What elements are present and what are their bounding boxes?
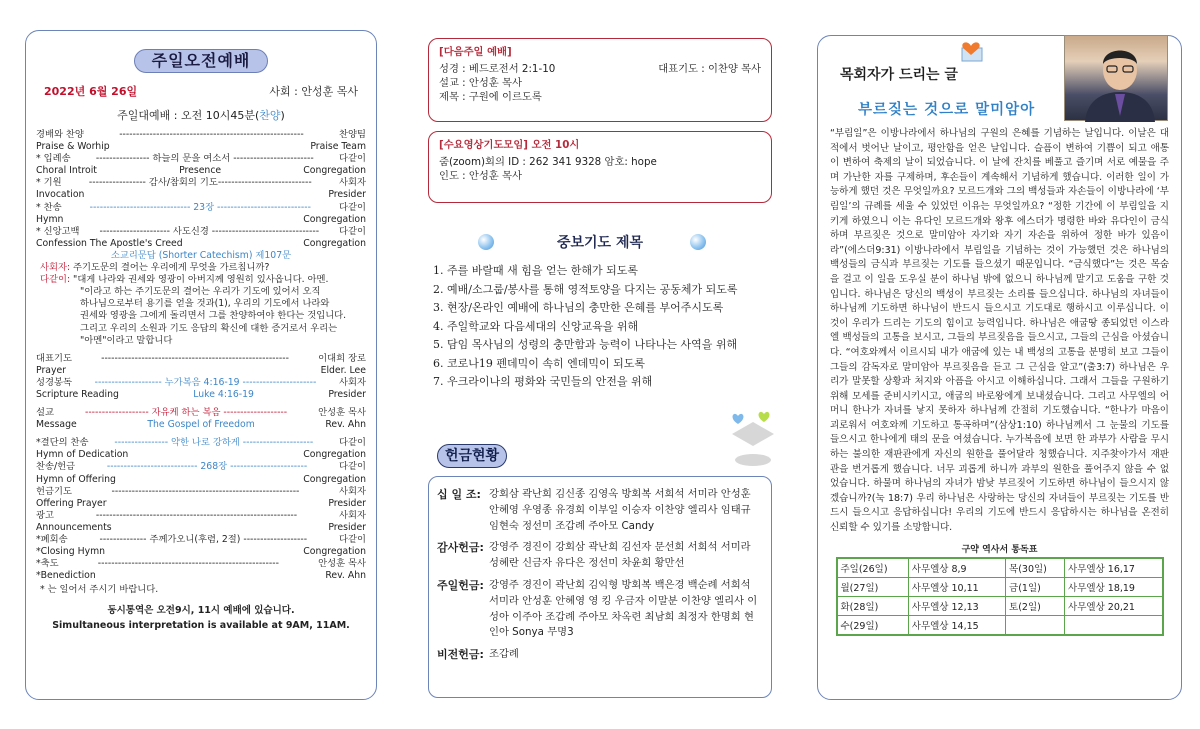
- order-item-left: * 기원: [36, 177, 62, 189]
- wednesday-zoom: 줌(zoom)회의 ID : 262 341 9328 암호: hope: [439, 156, 657, 168]
- order-item-right: 다같이: [339, 225, 366, 237]
- q-label: 사회자:: [40, 262, 71, 274]
- schedule-cell: 금(1일): [1006, 577, 1065, 596]
- order-item: [36, 437, 366, 449]
- catechism-answer: [36, 274, 366, 286]
- order-item: [36, 498, 366, 510]
- a-label: 다같이:: [40, 274, 71, 286]
- order-item: [36, 365, 366, 377]
- next-week-prayer: 대표기도 : 이찬양 목사: [658, 63, 761, 75]
- offering-names: 강회삼 곽난희 김신종 김영옥 방회복 서희석 서미라 안성훈 안혜영 우영종 유경희 이부일 이승자 이찬양 엘리사 임태규 임현숙 정선미 조갑례 주아모 Candy: [489, 488, 751, 532]
- order-item-right: Congregation: [303, 449, 366, 461]
- order-item-left: 헌금기도: [36, 485, 72, 497]
- order-item-middle: Presence: [179, 165, 222, 177]
- wednesday-leader: 인도 : 안성훈 목사: [439, 170, 522, 182]
- order-item-middle: [63, 214, 303, 226]
- order-item: [36, 377, 366, 389]
- order-item: [36, 570, 366, 582]
- order-item-left: Announcements: [36, 521, 112, 533]
- order-item-right: 사회자: [339, 177, 366, 189]
- order-of-service-part3: [36, 437, 366, 582]
- wednesday-title: [수요영상기도모임] 오전 10시: [439, 139, 580, 151]
- pastor-photo: [1064, 35, 1168, 121]
- order-item: [36, 177, 366, 189]
- order-item-left: * 신앙고백: [36, 225, 80, 237]
- offering-row: [437, 540, 763, 572]
- order-item-right: 안성훈 목사: [318, 558, 366, 570]
- order-item-middle: -------------- 주께가오니(후렴, 2절) -------------------: [99, 534, 308, 545]
- schedule-row: [837, 558, 1163, 578]
- prayer-title: 중보기도 제목: [556, 235, 644, 251]
- offering-row: [437, 647, 763, 663]
- order-item-left: Confession The Apostle's Creed: [36, 237, 183, 249]
- a-text: "대게 나라와 권세와 영광이 아버지께 영원히 있사옵니다. 아멘.: [73, 274, 329, 286]
- order-item: [36, 165, 366, 177]
- order-item-middle: [96, 570, 326, 582]
- order-item-left: Hymn of Offering: [36, 473, 116, 485]
- order-item-middle: [84, 189, 328, 201]
- order-item-right: Rev. Ahn: [325, 570, 366, 582]
- order-item: [36, 129, 366, 141]
- order-item-middle: -------------------- 누가복음 4:16-19 ----------------------: [94, 376, 317, 388]
- order-item-right: 안성훈 목사: [318, 407, 366, 419]
- offering-label: 주일헌금:: [437, 578, 484, 592]
- order-item-right: Presider: [328, 497, 366, 509]
- order-item-left: *결단의 찬송: [36, 437, 89, 449]
- order-of-service-part1: [36, 129, 366, 250]
- schedule-cell: [1065, 615, 1163, 635]
- schedule-row: [837, 596, 1163, 615]
- order-item-right: Congregation: [303, 213, 366, 225]
- offering-row: [437, 487, 763, 534]
- offering-names: 강영주 경진이 곽난희 김익형 방회복 백은경 백순례 서희석 서미라 안성훈 안혜영 영 킹 우금자 이말분 이찬양 엘리사 이성아 이주아 조갑례 주아모 차옥련 최남희 최정자 한명희 현인아 Sonya 무명3: [489, 578, 758, 639]
- order-item-left: * 찬송: [36, 201, 62, 213]
- pastor-letter-subtitle: 부르짖는 것으로 말미암아: [858, 102, 1036, 118]
- answer-line: 권세와 영광을 그에게 돌리면서 그를 찬양하여야 한다는 것입니다.: [80, 310, 347, 322]
- order-item-right: 찬양팀: [339, 129, 366, 140]
- order-item-left: Praise & Worhip: [36, 141, 110, 153]
- order-item-right: Congregation: [303, 165, 366, 177]
- schedule-cell: 월(27일): [837, 577, 909, 596]
- schedule-cell: 화(28일): [837, 596, 909, 615]
- order-item-middle: --------------------------------------------------------: [101, 352, 289, 364]
- order-item-left: *폐회송: [36, 534, 68, 545]
- order-item-right: Presider: [328, 189, 366, 201]
- order-item-right: 사회자: [339, 509, 366, 521]
- answer-line: "아멘"이라고 말합니다: [80, 334, 173, 346]
- prayer-item: 6. 코로나19 펜데믹이 속히 엔데믹이 되도록: [433, 356, 645, 370]
- answer-line: 그리고 우리의 소원과 기도 응답의 확신에 대한 증거로서 우리는: [80, 322, 338, 334]
- interpretation-note-en: Simultaneous interpretation is available at 9AM, 11AM.: [52, 620, 350, 632]
- order-item: [36, 522, 366, 534]
- prayer-item: 5. 담임 목사님의 성령의 충만함과 능력이 나타나는 사역을 위해: [433, 338, 738, 351]
- order-item-right: 다같이: [339, 461, 366, 473]
- offering-label: 비전헌금:: [437, 648, 484, 662]
- answer-line: 하나님으로부터 용기를 얻을 것과(1), 우리의 기도에서 나라와: [80, 298, 330, 310]
- order-item-middle: ---------------- 약한 나로 강하게 ---------------------: [114, 437, 314, 449]
- order-item: [36, 461, 366, 473]
- order-item-middle: [128, 449, 303, 461]
- order-item: [36, 202, 366, 214]
- order-item-left: *축도: [36, 558, 59, 570]
- service-time: [36, 107, 366, 123]
- order-item-left: *Benediction: [36, 570, 96, 582]
- order-item: [36, 189, 366, 201]
- service-order-panel: [25, 30, 377, 700]
- next-week-box: [428, 38, 772, 122]
- order-item-middle: ------------------- 자유케 하는 복음 -------------------: [84, 407, 288, 419]
- order-item-middle: [66, 365, 321, 377]
- next-week-topic: 제목 : 구원에 이르도록: [439, 91, 542, 103]
- order-item-left: Choral Introit: [36, 165, 97, 177]
- order-item-left: Offering Prayer: [36, 497, 107, 509]
- order-item-right: Congregation: [303, 473, 366, 485]
- order-item-middle: [107, 498, 329, 510]
- order-item-middle: The Gospel of Freedom: [147, 419, 255, 431]
- order-item: [36, 510, 366, 522]
- order-item-right: 사회자: [339, 376, 366, 388]
- order-item-right: Rev. Ahn: [325, 419, 366, 431]
- order-item-middle: [112, 522, 329, 534]
- prayer-item: 7. 우크라이나의 평화와 국민들의 안전을 위해: [433, 375, 653, 388]
- schedule-cell: 토(2일): [1006, 596, 1065, 615]
- order-item-right: 다같이: [339, 437, 366, 449]
- schedule-cell: 사무엘상 16,17: [1065, 558, 1163, 578]
- offering-names: 강영주 경진이 강회삼 곽난희 김선자 문선희 서희석 서미라 성혜란 신금자 유다은 정선미 차윤희 황만선: [489, 541, 751, 570]
- order-item-middle: ---------------- 하늘의 문을 여소서 ------------------------: [95, 153, 314, 165]
- schedule-cell: 사무엘상 10,11: [908, 577, 1005, 596]
- pastor-letter-heading: 목회자가 드리는 글: [840, 67, 958, 83]
- order-item-left: 경배와 찬양: [36, 129, 84, 140]
- order-item-left: * 입례송: [36, 153, 71, 165]
- answer-line: "이라고 하는 주기도문의 결어는 우리가 기도에 있어서 오직: [80, 286, 321, 298]
- order-item-right: Congregation: [303, 546, 366, 558]
- schedule-cell: 사무엘상 8,9: [908, 558, 1005, 578]
- wednesday-prayer-box: [428, 131, 772, 203]
- next-week-title: [다음주일 예배]: [439, 46, 512, 58]
- interpretation-note-ko: 동시통역은 오전9시, 11시 예배에 있습니다.: [107, 605, 295, 617]
- order-item: [36, 558, 366, 570]
- bubble-icon-right: [690, 234, 706, 250]
- order-item-middle: [110, 141, 311, 153]
- order-item-right: Presider: [328, 388, 366, 400]
- order-item: [36, 141, 366, 153]
- offering-row: [437, 578, 763, 641]
- next-week-row1: [439, 62, 761, 76]
- schedule-cell: 수(29일): [837, 615, 909, 635]
- service-header: [36, 83, 366, 99]
- schedule-cell: 사무엘상 12,13: [908, 596, 1005, 615]
- schedule-cell: [1006, 615, 1065, 635]
- order-item-left: 찬송/헌금: [36, 461, 76, 473]
- offering-title: 헌금현황: [437, 444, 507, 468]
- service-presider: 사회 : 안성훈 목사: [269, 85, 358, 98]
- order-item: [36, 474, 366, 486]
- reading-schedule-table: [836, 540, 1164, 636]
- order-item-left: *Closing Hymn: [36, 546, 106, 558]
- order-item-left: 광고: [36, 509, 54, 521]
- order-of-service-part2: [36, 353, 366, 401]
- order-item-middle: -------------------------------------------------------: [119, 129, 304, 140]
- catechism-question: [36, 262, 366, 274]
- sermon-line: [36, 407, 366, 431]
- catechism-title: [36, 250, 366, 262]
- order-item-middle: [105, 546, 303, 558]
- decoration-icon: [730, 408, 776, 468]
- order-item-middle: --------------------------------------------------------: [111, 485, 300, 497]
- order-item-left: Prayer: [36, 364, 67, 376]
- order-item: [36, 419, 366, 431]
- order-item-right: Elder. Lee: [320, 364, 366, 376]
- pastor-letter-panel: [817, 35, 1182, 700]
- reading-schedule-title: 구약 역사서 통독표: [961, 544, 1038, 555]
- offering-label: 감사헌금:: [437, 541, 484, 555]
- order-item-middle: ------------------------------ 23장 ----------------------------: [89, 201, 311, 213]
- order-item: [36, 153, 366, 165]
- order-item-right: 이대희 장로: [318, 352, 366, 364]
- schedule-cell: 사무엘상 18,19: [1065, 577, 1163, 596]
- schedule-row: [837, 577, 1163, 596]
- catechism-answer-lines: [36, 286, 366, 346]
- heart-envelope-icon: [958, 38, 984, 62]
- order-item-middle: --------------------- 사도신경 --------------------------------: [99, 225, 320, 237]
- order-item: [36, 407, 366, 419]
- order-item-right: Presider: [328, 521, 366, 533]
- service-date: 2022년 6월 26일: [44, 85, 138, 98]
- prayer-item: 2. 예배/소그룹/봉사를 통해 영적토양을 다지는 공동체가 되도록: [433, 282, 738, 296]
- order-item: [36, 486, 366, 498]
- offering-names: 조갑례: [489, 648, 519, 661]
- pastor-letter-body: “부림일”은 이방나라에서 하나님의 구원의 은혜를 기념하는 날입니다. 이날은 대적에서 벗어난 날이고, 평안함을 얻은 날입니다. 슬픔이 변하여 기쁨이 되고 애통이 변하여 축제의 날이 되었습니다. 이 날에 잔치를 베풀고 즐기며 서로 예물을 주며 가난한 자를 구제하며, 후손들이 계속해서 기념하게 했습니다. 이러한 일이 가능하게 했던 것은 무엇일까요? 모르드개와 그의 백성들과 자손들이 이방나라에 ‘부림일’의 규례를 세울 수 있었던 이유는 무엇일까요? “정한 기간에 이 부림일을 지키게 하였으니 이는 유다인 모르드개와 왕후 에스더가 명령한 바와 유다인이 금식하며 부르짖은 것으로 말미암아 자기와 자기 자손을 위하여 정한 바가 있음이라”(에스더9:31) 이방나라에서 부림일을 기념하는 것이 가능했던 것은 하나님의 백성들의 금식과 부르짖는 기도를 들으셨기 때문입니다. “금식했다”는 것은 목숨을 걸고 이 일을 도우실 분이 하나님 밖에 없으니 하나님께 맡기고 도움을 구한 것입니다. 하나님은 당신의 백성이 부르짖는 소리를 들으십니다. 하나님의 자녀들이 하나님께 기도하면 하나님이 반드시 들으시고 기도대로 행하시고 이루십니다. 이것이 우리가 드리는 기도의 힘이고 능력입니다. 하나님은 애굽땅 종되었던 이스라엘 백성들의 고통을 보시고, 그들의 부르짖음을 들으시고, 그들의 근심을 아셨습니다. “여호와께서 이르시되 내가 애굽에 있는 내 백성의 고통을 분명히 보고 그들이 그들의 감독자로 말미암아 부르짖음을 듣고 그 근심을 알고”(출3:7) 하나님은 우리가 말못할 상황과 처지와 아픔을 아시고 이해하십니다. 그래서 그들을 구원하기 위해 모세를 준비시키시고, 애굽의 바로왕에게 보내셨습니다. 그리고 사무엘의 어머니 한나가 자녀를 낳지 못하자 하나님께 간절히 기도했습니다. “한나가 마음이 괴로워서 여호와께 기도하고 통곡하며”(삼상1:10) 하나님께서 그 눈물의 기도를 들으시고 한나에게 태의 문을 여셨습니다. 누가복음에 보면 한 과부가 사람을 무시하는 불의한 재판관에게 자신의 원한을 풀어달라 청했습니다. 지주찾아가서 재판관을 번거롭게 했습니다. 너무 괴롭게 하니까 과부의 원한을 풀어주지 않을 수 없었습니다. 하물며 하나님의 자녀가 밤낮 부르짖어 기도하면 하나님이 들으시지 않겠습니까?(눅 18:7) 우리 하나님은 사랑하는 당신의 자녀들이 부르짖는 기도를 반드시 들으시고 응답하십니다! 우리의 기도에 반드시 응답하시는 하나님을 온전히 신뢰할 수 있기를 소망합니다.: [830, 128, 1169, 534]
- schedule-cell: 사무엘상 20,21: [1065, 596, 1163, 615]
- schedule-cell: 주일(26일): [837, 558, 909, 578]
- order-item: [36, 226, 366, 238]
- q-text: 주기도문의 결어는 우리에게 무엇을 가르칩니까?: [73, 262, 270, 274]
- order-item: [36, 389, 366, 401]
- order-item: [36, 546, 366, 558]
- order-item-right: Congregation: [303, 237, 366, 249]
- order-item-left: 설교: [36, 407, 54, 419]
- prayer-item: 4. 주일학교와 다음세대의 신앙교육을 위해: [433, 319, 639, 333]
- order-item: [36, 238, 366, 250]
- service-time-praise: 찬양: [259, 109, 281, 122]
- schedule-row: [837, 615, 1163, 635]
- order-item-left: Invocation: [36, 189, 85, 201]
- order-item-left: 대표기도: [36, 352, 72, 364]
- order-item: [36, 353, 366, 365]
- order-item-right: 다같이: [339, 153, 366, 165]
- order-item-middle: --------------------------- 268장 -----------------------: [106, 461, 308, 473]
- service-time-suffix: ): [280, 109, 285, 122]
- schedule-cell: 목(30일): [1006, 558, 1065, 578]
- schedule-cell: 사무엘상 14,15: [908, 615, 1005, 635]
- standing-note: * 는 일어서 주시기 바랍니다.: [40, 584, 159, 596]
- service-time-prefix: 주일대예배 : 오전 10시45분(: [117, 109, 260, 122]
- order-item-right: Praise Team: [310, 141, 366, 153]
- offering-label: 십 일 조:: [437, 488, 481, 501]
- catechism-text: 소교리문답 (Shorter Catechism) 제107문: [110, 249, 292, 261]
- order-item-left: Hymn: [36, 213, 64, 225]
- order-item-middle: [183, 238, 304, 250]
- order-item-right: 다같이: [339, 201, 366, 213]
- order-item-left: 성경봉독: [36, 376, 72, 388]
- order-item-left: Hymn of Dedication: [36, 449, 129, 461]
- next-week-scripture: 성경 : 베드로전서 2:1-10: [439, 63, 556, 75]
- order-item: [36, 449, 366, 461]
- order-item-middle: ------------------------------------------------------------: [95, 509, 298, 521]
- order-item: [36, 214, 366, 226]
- prayer-item: 3. 현장/온라인 예배에 하나님의 충만한 은혜를 부어주시도록: [433, 301, 724, 314]
- order-item-left: Message: [36, 419, 77, 431]
- order-item-right: 다같이: [339, 534, 366, 545]
- order-item-middle: ------------------------------------------------------: [97, 558, 279, 570]
- next-week-sermon: 설교 : 안성훈 목사: [439, 77, 522, 89]
- offering-box: [428, 476, 772, 698]
- prayer-item: 1. 주를 바랄때 새 힘을 얻는 한해가 되도록: [433, 264, 638, 277]
- service-title: 주일오전예배: [134, 49, 268, 73]
- order-item: [36, 534, 366, 546]
- order-item-middle: ----------------- 감사/참회의 기도----------------------------: [88, 177, 312, 189]
- prayer-list: [433, 262, 783, 392]
- order-item-right: 사회자: [339, 485, 366, 497]
- order-item-middle: [116, 474, 303, 486]
- order-item-middle: Luke 4:16-19: [193, 388, 254, 400]
- order-item-left: Scripture Reading: [36, 388, 119, 400]
